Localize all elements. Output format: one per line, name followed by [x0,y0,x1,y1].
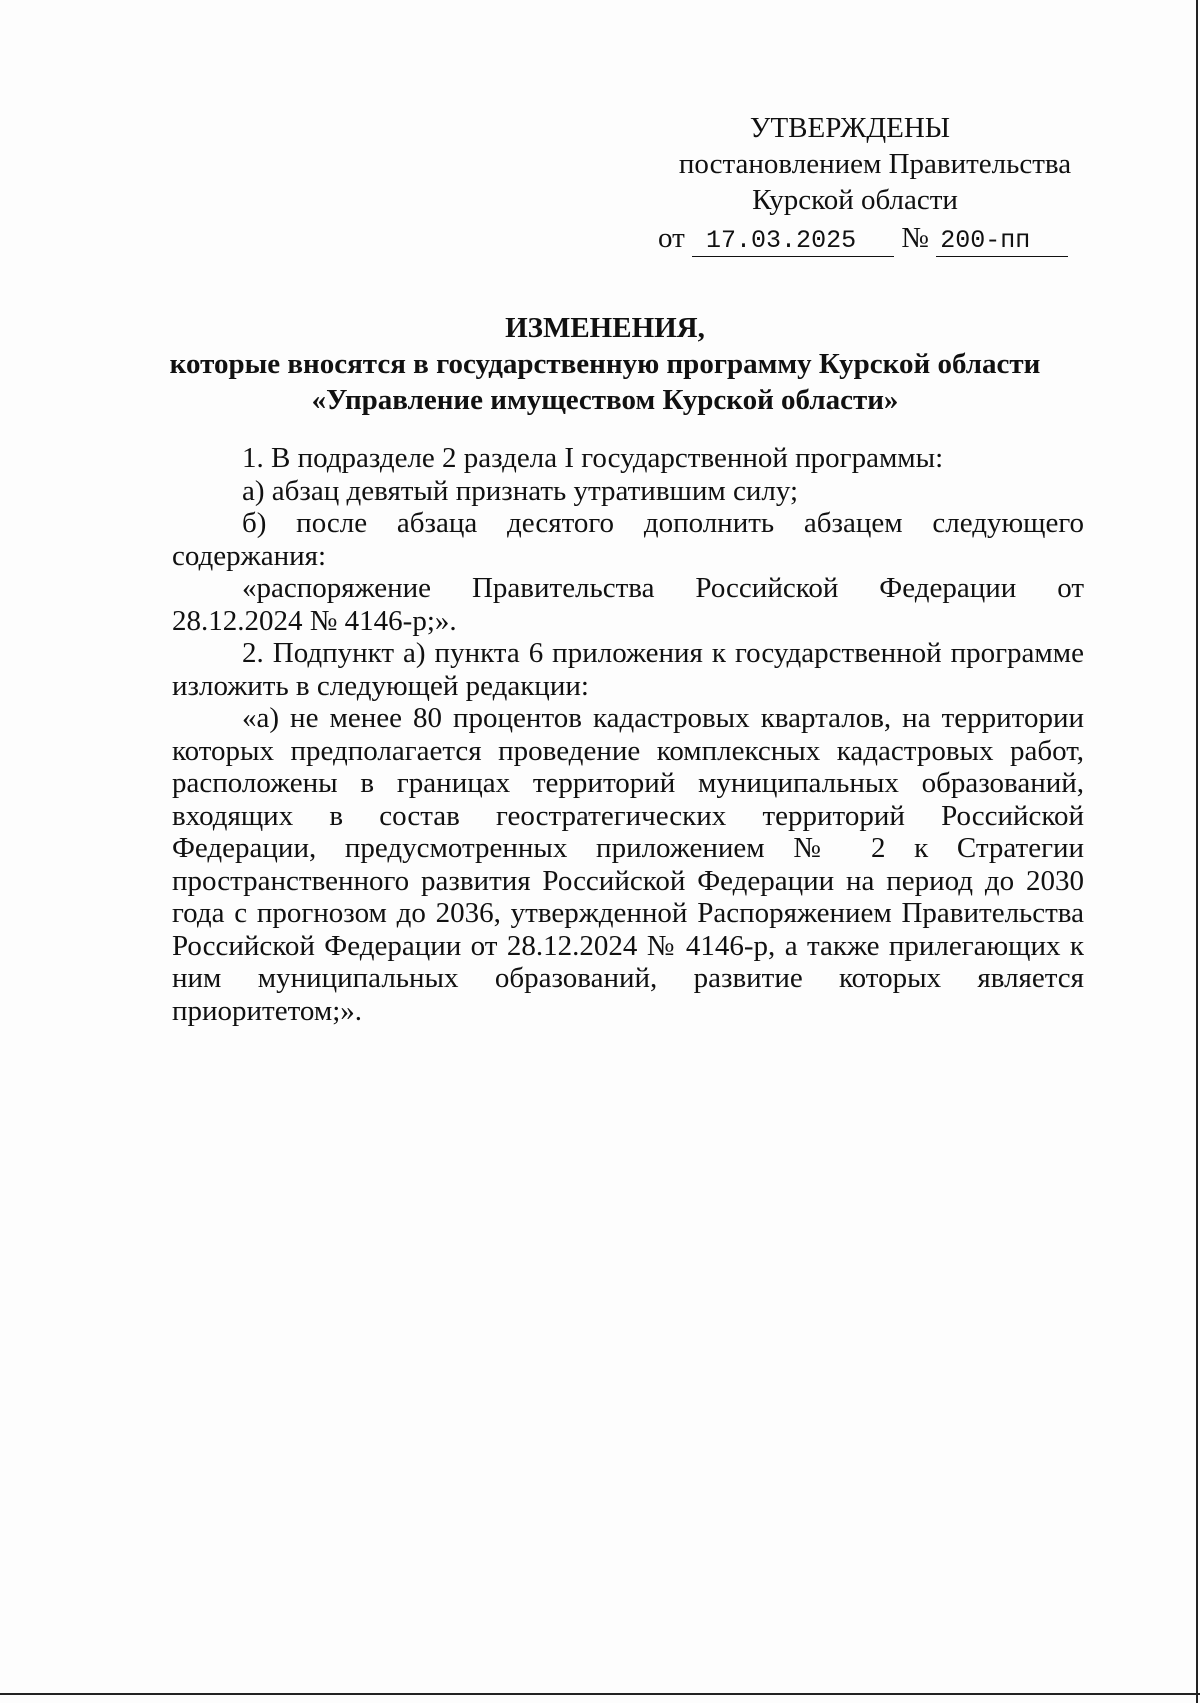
approval-line-resolution: постановлением Правительства [678,148,1072,180]
document-body [172,442,1084,1027]
approval-line-region: Курской области [752,184,958,216]
heading-subtitle-line1: которые вносятся в государственную программу Курской области [169,348,1041,380]
approval-title: УТВЕРЖДЕНЫ [749,112,951,144]
paragraph-quote-2: «а) не менее 80 процентов кадастровых кварталов, на территории которых предполагается проведение комплексных кадастровых работ, расположены в границах территорий муниципальных образований, входящих в состав геостратегических территорий Российской Федерации, предусмотренных приложением № 2 к Стратегии пространственного развития Российской Федерации на период до 2030 года с прогнозом до 2036, утвержденной Распоряжением Правительства Российской Федерации от 28.12.2024 № 4146-р, а также прилегающих к ним муниципальных образований, развитие которых является приоритетом;». [172,702,1084,1027]
page-edge-right [1196,0,1198,1703]
approval-date-number-line [658,220,1100,257]
paragraph-item-1a: а) абзац девятый признать утратившим силу; [242,474,799,507]
paragraph-item-1: 1. В подразделе 2 раздела I государственной программы: [242,442,944,474]
paragraph-item-2: 2. Подпункт а) пункта 6 приложения к государственной программе изложить в следующей редакции: [172,637,1084,702]
heading-subtitle-line2: «Управление имуществом Курской области» [311,384,899,416]
page-edge-bottom [0,1693,1200,1695]
heading-title: ИЗМЕНЕНИЯ, [505,312,705,344]
approval-stamp [600,110,1100,257]
document-heading [160,310,1050,418]
date-value: 17.03.2025 [692,226,894,257]
date-prefix: от [658,222,685,254]
number-prefix: № [901,222,929,254]
paragraph-item-1b: б) после абзаца десятого дополнить абзацем следующего содержания: [172,507,1084,572]
number-value: 200-пп [936,226,1068,257]
paragraph-quote-1: «распоряжение Правительства Российской Федерации от 28.12.2024 № 4146-р;». [172,572,1084,637]
